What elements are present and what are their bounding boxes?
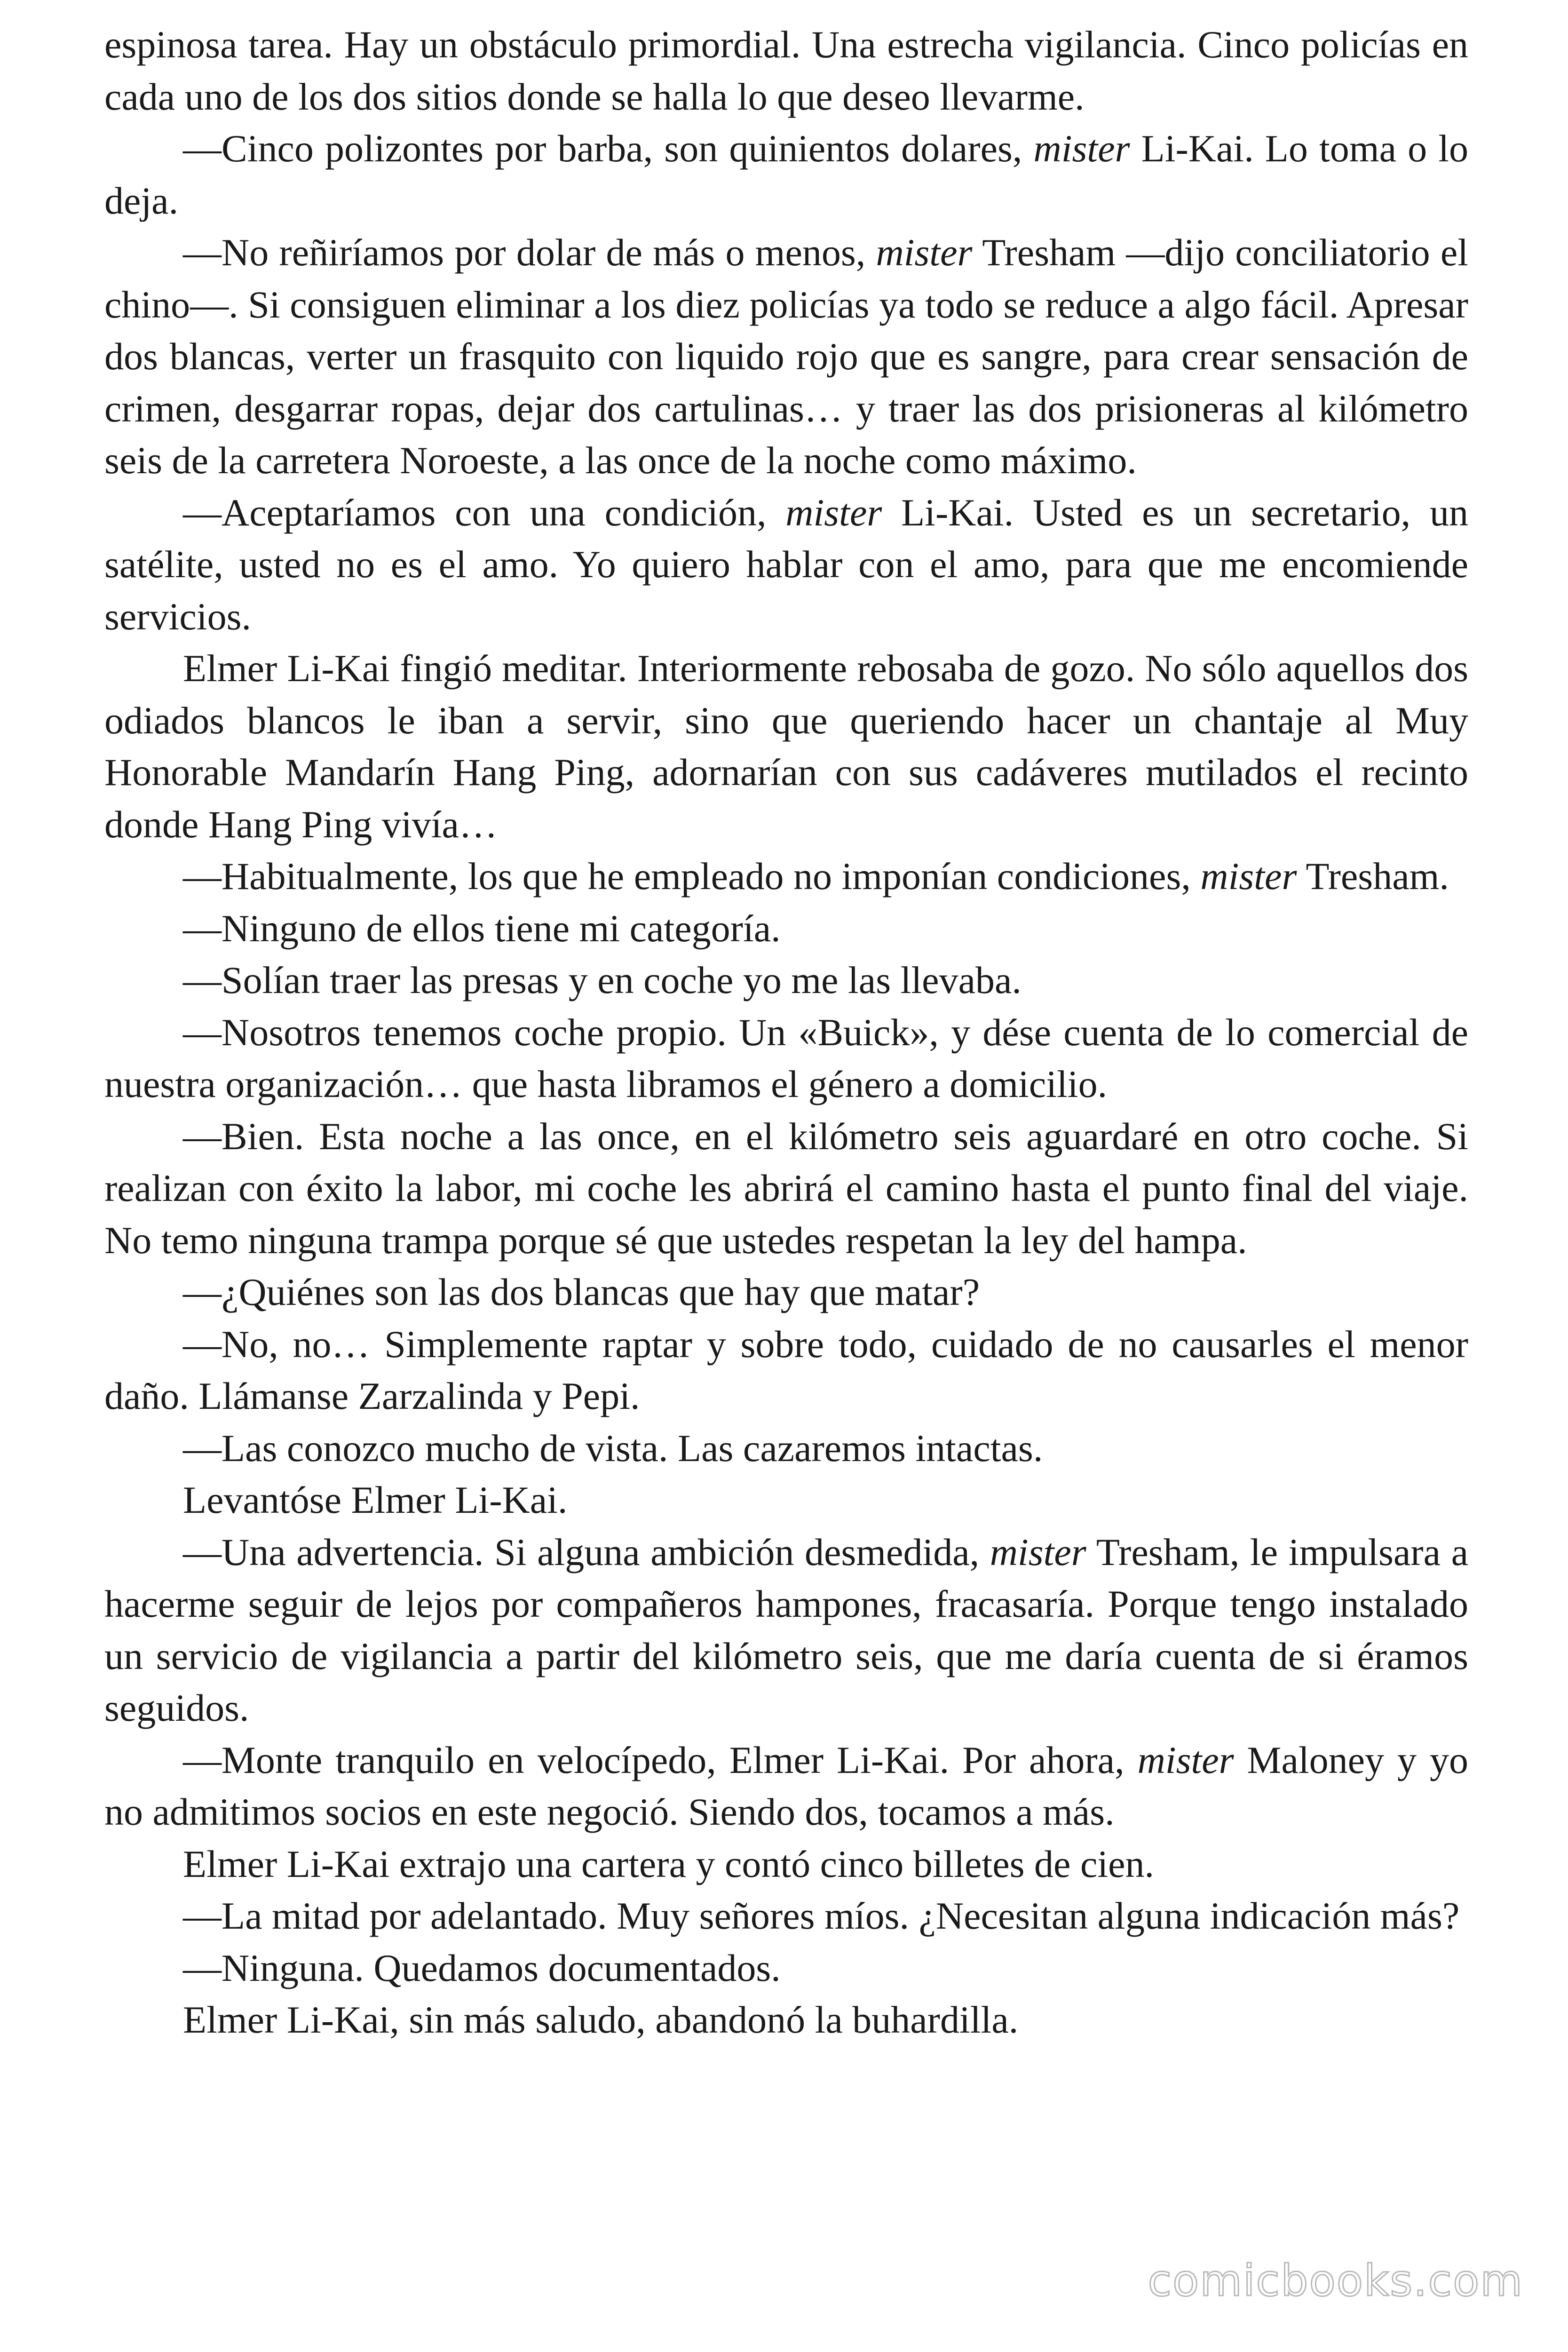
text-run: —La mitad por adelantado. Muy señores míos. ¿Necesitan alguna indicación más? [183, 1894, 1460, 1937]
text-run: Li-Kai. Usted es un secretario, un satélite, usted no es el amo. Yo quiero hablar con el amo, para que me encomiende servicios. [104, 491, 1468, 638]
text-run: —Nosotros tenemos coche propio. Un «Buick», y dése cuenta de lo comercial de nuestra organización… que hasta libramos el género a domicilio. [104, 1010, 1468, 1105]
paragraph [104, 850, 1468, 903]
paragraph [104, 643, 1468, 850]
paragraph [104, 1007, 1468, 1111]
paragraph [104, 227, 1468, 487]
paragraph [104, 487, 1468, 643]
text-run: —Solían traer las presas y en coche yo me las llevaba. [183, 959, 1022, 1001]
paragraph [104, 1319, 1468, 1422]
italic-text: mister [1033, 127, 1130, 170]
text-run: Li-Kai. Lo toma o lo deja. [104, 127, 1468, 222]
italic-text: mister [990, 1530, 1086, 1573]
text-run: Tresham. [1297, 855, 1449, 898]
text-run: —No reñiríamos por dolar de más o menos, [183, 231, 876, 274]
paragraph [104, 123, 1468, 227]
paragraph [104, 1526, 1468, 1734]
paragraph [104, 954, 1468, 1007]
italic-text: mister [785, 491, 882, 534]
paragraph [104, 19, 1468, 123]
text-run: Maloney y yo no admitimos socios en este negoció. Siendo dos, tocamos a más. [104, 1738, 1468, 1833]
paragraph [104, 1474, 1468, 1526]
text-run: —Habitualmente, los que he empleado no imponían condiciones, [183, 855, 1201, 898]
text-run: espinosa tarea. Hay un obstáculo primordial. Una estrecha vigilancia. Cinco policías en cada uno de los dos sitios donde se halla lo que deseo llevarme. [104, 23, 1468, 118]
text-run: —Monte tranquilo en velocípedo, Elmer Li-Kai. Por ahora, [183, 1738, 1138, 1781]
text-run: Elmer Li-Kai, sin más saludo, abandonó la buhardilla. [183, 1998, 1019, 2041]
text-run: —Cinco polizontes por barba, son quinientos dolares, [183, 127, 1034, 170]
text-run: —Ninguno de ellos tiene mi categoría. [183, 906, 781, 950]
paragraph [104, 1734, 1468, 1838]
text-run: —¿Quiénes son las dos blancas que hay que matar? [183, 1271, 980, 1313]
text-run: —Aceptaríamos con una condición, [183, 491, 786, 534]
document-page [104, 19, 1468, 2046]
paragraph [104, 1942, 1468, 1994]
paragraph [104, 1994, 1468, 2046]
paragraph [104, 1111, 1468, 1267]
watermark-logo: comicbooks.com [1148, 2256, 1523, 2306]
text-run: —No, no… Simplemente raptar y sobre todo, cuidado de no causarles el menor daño. Llámanse Zarzalinda y Pepi. [104, 1322, 1468, 1417]
text-run: Levantóse Elmer Li-Kai. [183, 1478, 568, 1521]
text-run: Tresham, le impulsara a hacerme seguir de lejos por compañeros hampones, fracasaría. Porque tengo instalado un servicio de vigilancia a partir del kilómetro seis, que me daría cuenta de si éramos seguidos. [104, 1530, 1468, 1729]
text-run: —Las conozco mucho de vista. Las cazaremos intactas. [183, 1426, 1043, 1470]
paragraph [104, 1890, 1468, 1942]
italic-text: mister [1200, 855, 1297, 898]
italic-text: mister [1137, 1738, 1234, 1781]
text-run: —Una advertencia. Si alguna ambición desmedida, [183, 1530, 990, 1573]
text-run: Tresham —dijo conciliatorio el chino—. Si consiguen eliminar a los diez policías ya todo se reduce a algo fácil. Apresar dos blancas, verter un frasquito con liquido rojo que es sangre, para crear sensación de crimen, desgarrar ropas, dejar dos cartulinas… y traer las dos prisioneras al kilómetro seis de la carretera Noroeste, a las once de la noche como máximo. [104, 231, 1468, 482]
italic-text: mister [876, 231, 973, 274]
paragraph [104, 1838, 1468, 1891]
paragraph [104, 1422, 1468, 1475]
paragraph [104, 903, 1468, 955]
paragraph [104, 1266, 1468, 1319]
text-run: —Ninguna. Quedamos documentados. [183, 1946, 781, 1989]
text-run: Elmer Li-Kai fingió meditar. Interiormente rebosaba de gozo. No sólo aquellos dos odiados blancos le iban a servir, sino que queriendo hacer un chantaje al Muy Honorable Mandarín Hang Ping, adornarían con sus cadáveres mutilados el recinto donde Hang Ping vivía… [104, 647, 1468, 846]
text-run: —Bien. Esta noche a las once, en el kilómetro seis aguardaré en otro coche. Si realizan con éxito la labor, mi coche les abrirá el camino hasta el punto final del viaje. No temo ninguna trampa porque sé que ustedes respetan la ley del hampa. [104, 1114, 1468, 1262]
text-run: Elmer Li-Kai extrajo una cartera y contó cinco billetes de cien. [183, 1842, 1155, 1885]
